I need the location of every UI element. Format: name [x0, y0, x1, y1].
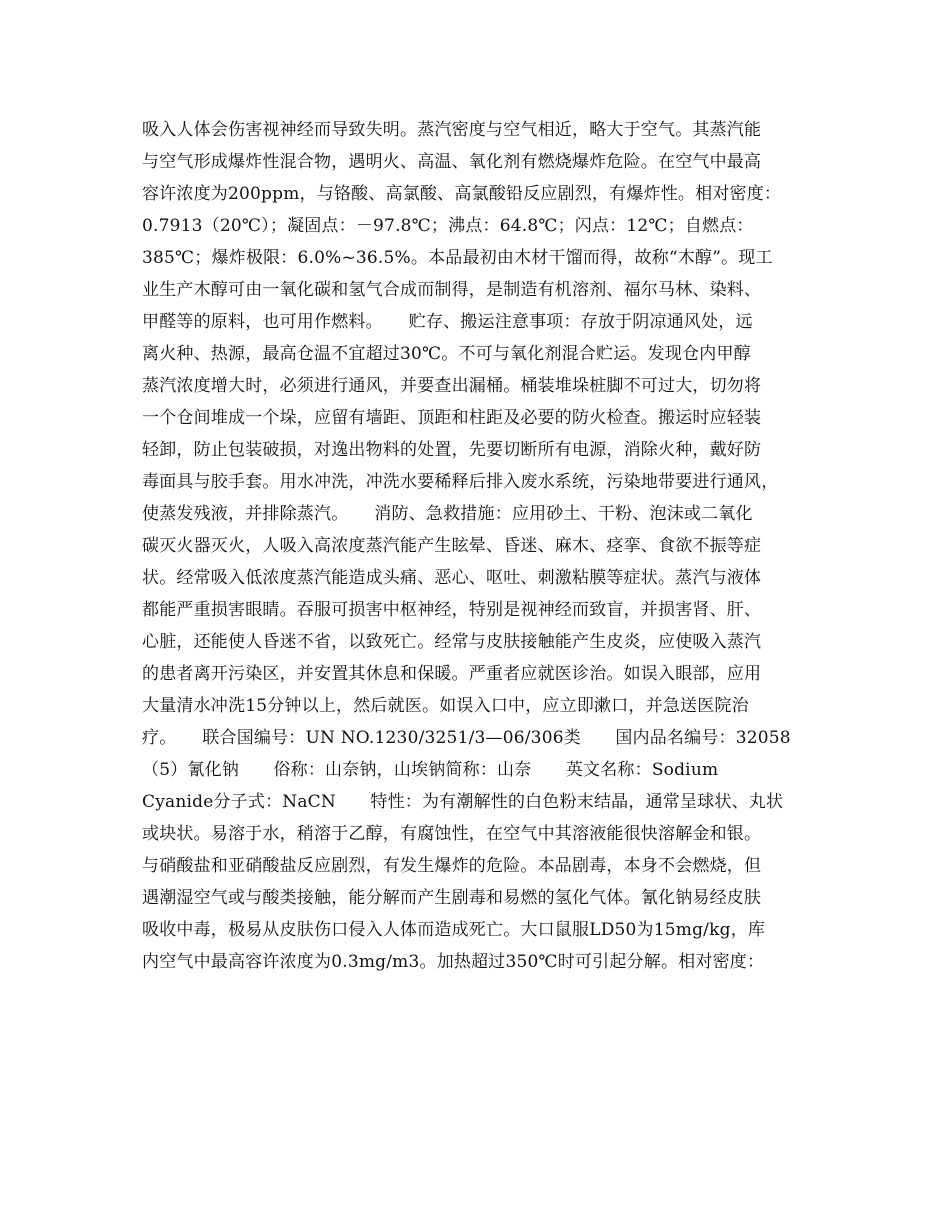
text-line: 遇潮湿空气或与酸类接触，能分解而产生剧毒和易燃的氢化气体。氰化钠易经皮肤 — [142, 888, 762, 908]
text-line: 都能严重损害眼睛。吞服可损害中枢神经，特别是视神经而致盲，并损害肾、肝、 — [142, 600, 762, 620]
text-line: 心脏，还能使人昏迷不省，以致死亡。经常与皮肤接触能产生皮炎，应使吸入蒸汽 — [142, 632, 762, 652]
text-line: 的患者离开污染区，并安置其休息和保暖。严重者应就医诊治。如误入眼部，应用 — [142, 664, 762, 684]
text-line: 轻卸，防止包装破损，对逸出物料的处置，先要切断所有电源，消除火种，戴好防 — [142, 440, 762, 460]
body-text — [142, 114, 822, 978]
text-line: 业生产木醇可由一氧化碳和氢气合成而制得，是制造有机溶剂、福尔马林、染料、 — [142, 280, 762, 300]
text-line: 毒面具与胶手套。用水冲洗，冲洗水要稀释后排入废水系统，污染地带要进行通风， — [142, 472, 779, 492]
text-line: 大量清水冲洗15分钟以上，然后就医。如误入口中，应立即漱口，并急送医院治 — [142, 696, 749, 716]
text-line: 或块状。易溶于水，稍溶于乙醇，有腐蚀性，在空气中其溶液能很快溶解金和银。 — [142, 824, 762, 844]
text-line: 385℃；爆炸极限：6.0%~36.5%。本品最初由木材干馏而得，故称“木醇”。现工 — [142, 248, 773, 268]
text-line: 吸入人体会伤害视神经而导致失明。蒸汽密度与空气相近，略大于空气。其蒸汽能 — [142, 120, 762, 140]
text-line: 甲醛等的原料，也可用作燃料。 贮存、搬运注意事项：存放于阴凉通风处，远 — [142, 312, 753, 332]
text-line: （5）氰化钠 俗称：山奈钠，山埃钠简称：山奈 英文名称：Sodium — [142, 760, 719, 780]
text-line: 疗。 联合国编号：UN NO.1230/3251/3—06/306类 国内品名编号：32058 — [142, 728, 791, 748]
text-line: Cyanide分子式：NaCN 特性：为有潮解性的白色粉末结晶，通常呈球状、丸状 — [142, 792, 784, 812]
text-line: 状。经常吸入低浓度蒸汽能造成头痛、恶心、呕吐、刺激粘膜等症状。蒸汽与液体 — [142, 568, 762, 588]
text-line: 与空气形成爆炸性混合物，遇明火、高温、氧化剂有燃烧爆炸危险。在空气中最高 — [142, 152, 762, 172]
text-line: 与硝酸盐和亚硝酸盐反应剧烈，有发生爆炸的危险。本品剧毒，本身不会燃烧，但 — [142, 856, 762, 876]
text-line: 内空气中最高容许浓度为0.3mg/m3。加热超过350℃时可引起分解。相对密度： — [142, 952, 765, 972]
text-line: 离火种、热源，最高仓温不宜超过30℃。不可与氧化剂混合贮运。发现仓内甲醇 — [142, 344, 751, 364]
text-line: 吸收中毒，极易从皮肤伤口侵入人体而造成死亡。大口鼠服LD50为15mg/kg，库 — [142, 920, 766, 940]
text-line: 一个仓间堆成一个垛，应留有墙距、顶距和柱距及必要的防火检查。搬运时应轻装 — [142, 408, 762, 428]
text-line: 碳灭火器灭火，人吸入高浓度蒸汽能产生眩晕、昏迷、麻木、痉挛、食欲不振等症 — [142, 536, 762, 556]
text-line: 0.7913（20℃）；凝固点：－97.8℃；沸点：64.8℃；闪点：12℃；自燃点： — [142, 216, 754, 236]
text-line: 容许浓度为200ppm，与铬酸、高氯酸、高氯酸铅反应剧烈，有爆炸性。相对密度： — [142, 184, 782, 204]
text-line: 使蒸发残液，并排除蒸汽。 消防、急救措施：应用砂土、干粉、泡沫或二氧化 — [142, 504, 753, 524]
text-line: 蒸汽浓度增大时，必须进行通风，并要查出漏桶。桶装堆垛桩脚不可过大，切勿将 — [142, 376, 762, 396]
